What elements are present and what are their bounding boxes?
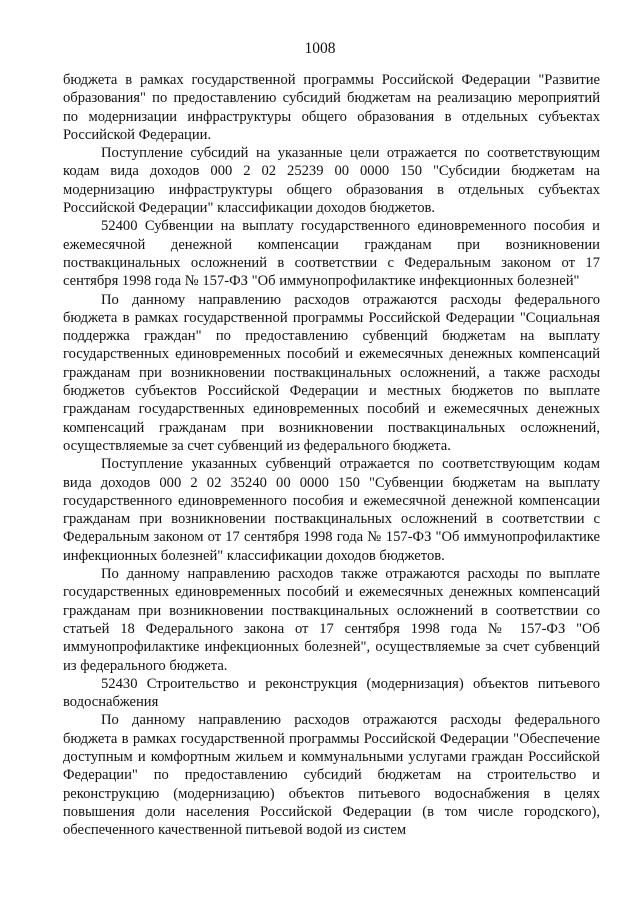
paragraph-continuation: бюджета в рамках государственной программы Российской Федерации "Развитие образования" по предоставлению субсидий бюджетам на реализацию мероприятий по модернизации инфраструктуры общего образования в отдельных субъектах Российской Федерации. [63,72,600,143]
paragraph-subsidy-income: Поступление субсидий на указанные цели отражается по соответствующим кодам вида доходов 000 2 02 25239 00 0000 150 "Субсидии бюджетам на модернизацию инфраструктуры общего образования в отдельных субъектах Российской Федерации" классификации доходов бюджетов. [63,145,600,217]
paragraph-heading-52400: 52400 Субвенции на выплату государственного единовременного пособия и ежемесячной денежной компенсации гражданам при возникновении поствакцинальных осложнений в соответствии с Федеральным законом от 17 сентября 1998 года № 157-ФЗ "Об иммунопрофилактике инфекционных болезней" [63,218,600,290]
paragraph-52430-expenses: По данному направлению расходов отражаются расходы федерального бюджета в рамках государственной программы Российской Федерации "Обеспечение доступным и комфортным жильем и коммунальными услугами граждан Российской Федерации" по предоставлению субсидий бюджетам на строительство и реконструкцию (модернизацию) объектов питьевого водоснабжения в целях повышения доли населения Российской Федерации (в том числе городского), обеспеченного качественной питьевой водой из систем [63,712,600,839]
paragraph-heading-52430: 52430 Строительство и реконструкция (модернизация) объектов питьевого водоснабжения [63,675,600,711]
document-body [63,71,600,839]
paragraph-52400-income: Поступление указанных субвенций отражается по соответствующим кодам вида доходов 000 2 02 35240 00 0000 150 "Субвенции бюджетам на выплату государственного единовременного пособия и ежемесячной денежной компенсации гражданам при возникновении поствакцинальных осложнений в соответствии с Федеральным законом от 17 сентября 1998 года № 157-ФЗ "Об иммунопрофилактике инфекционных болезней" классификации доходов бюджетов. [63,456,600,564]
paragraph-52400-additional: По данному направлению расходов также отражаются расходы по выплате государственных единовременных пособий и ежемесячных денежных компенсаций гражданам при возникновении поствакцинальных осложнений в соответствии со статьей 18 Федерального закона от 17 сентября 1998 года № 157-ФЗ "Об иммунопрофилактике инфекционных болезней", осуществляемые за счет субвенций из федерального бюджета. [63,566,600,674]
page-number: 1008 [304,40,336,57]
paragraph-52400-expenses: По данному направлению расходов отражаются расходы федерального бюджета в рамках государственной программы Российской Федерации "Социальная поддержка граждан" по предоставлению субвенций бюджетам на выплату государственных единовременных пособий и ежемесячных денежных компенсаций гражданам при возникновении поствакцинальных осложнений, а также расходы бюджетов субъектов Российской Федерации и местных бюджетов по выплате гражданам государственных единовременных пособий и ежемесячных денежных компенсаций гражданам при возникновении поствакцинальных осложнений, осуществляемые за счет субвенций из федерального бюджета. [63,291,600,454]
